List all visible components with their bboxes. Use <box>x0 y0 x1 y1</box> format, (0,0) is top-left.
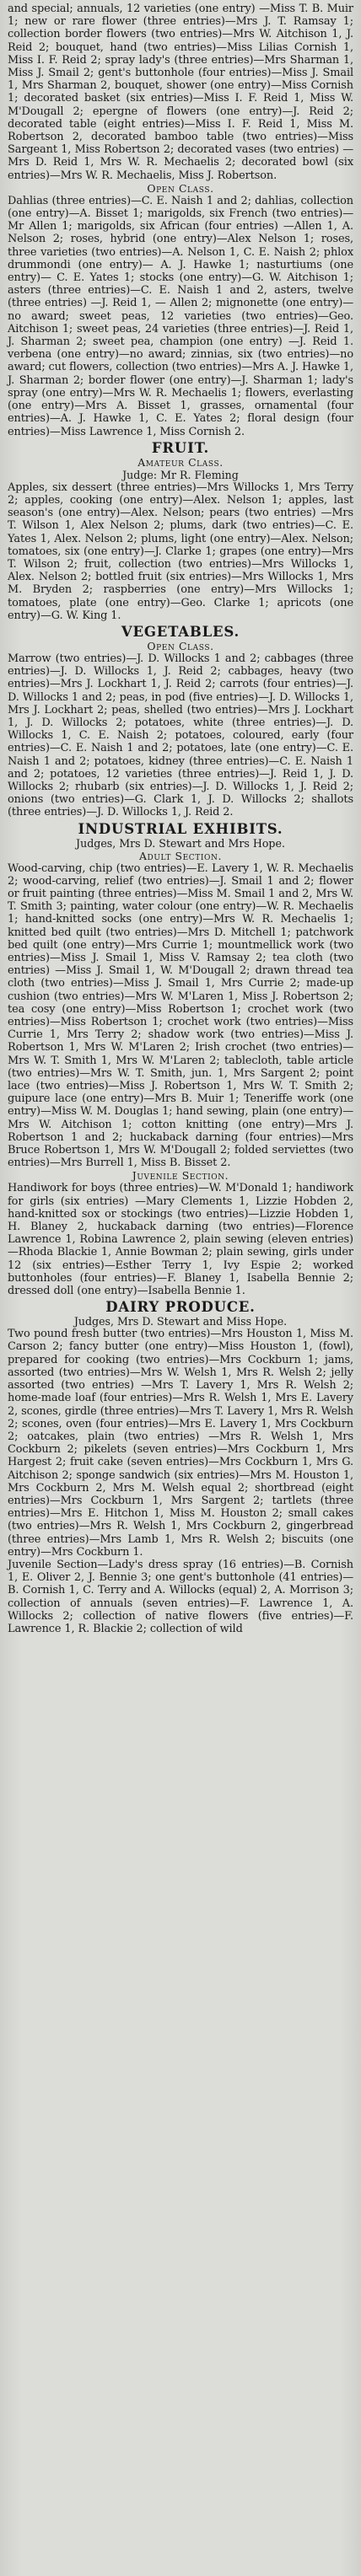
section-subheading-amateur-class: Amateur Class. <box>137 455 224 469</box>
section-subheading-open-class-vegetables: Open Class. <box>147 639 214 652</box>
juvenile-flowers-paragraph: Juvenile Section—Lady's dress spray (16 entries)—B. Cornish 1, E. Oliver 2, J. Bennie 3; one gent's buttonhole (41 entries)—B. Cornish 1, C. Terry and A. Willocks (equal) 2, A. Morrison 3; collection of annuals (seven entries)—F. Lawrence 1, A. Willocks 2; collection of native flowers (five entries)—F. Lawrence 1, R. Blackie 2; collection of wild <box>8 1558 353 1635</box>
dairy-judges-line: Judges, Mrs D. Stewart and Miss Hope. <box>73 1315 288 1328</box>
section-heading-vegetables: VEGETABLES. <box>121 623 240 640</box>
flower-show-continuation-paragraph: and special; annuals, 12 varieties (one entry) —Miss T. B. Muir 1; new or rare flower (three entries)—Mrs J. T. Ramsay 1; collection border flowers (two entries)—Mrs W. Aitchison 1, J. Reid 2; bouquet, hand (two entries)—Miss Lilias Cornish 1, Miss I. F. Reid 2; spray lady's (three entries)—Mrs Sharman 1, Miss J. Smail 2; gent's buttonhole (four entries)—Miss J. Smail 1, Mrs Sharman 2, bouquet, shower (one entry)—Miss Cornish 1; decorated basket (six entries)—Miss I. F. Reid 1, Miss W. M'Dougall 2; epergne of flowers (one entry)—J. Reid 2; decorated table (eight entries)—Miss I. F. Reid 1, Miss M. Robertson 2, decorated bamboo table (two entries)—Miss Sargeant 1, Miss Robertson 2; decorated vases (two entries) —Mrs D. Reid 1, Mrs W. R. Mechaelis 2; decorated bowl (six entries)—Mrs W. R. Mechaelis, Miss J. Robertson. <box>8 3 353 182</box>
adult-section-results-paragraph: Wood-carving, chip (two entries)—E. Lavery 1, W. R. Mechaelis 2; wood-carving, relief (two entries)—J. Smail 1 and 2; flower or fruit painting (three entries)—Miss M. Smail 1 and 2, Mrs W. T. Smith 3; painting, water colour (one entry)—W. R. Mechaelis 1; hand-knitted socks (one entry)—Mrs W. R. Mechaelis 1; knitted bed quilt (two entries)—Mrs D. Mitchell 1; patchwork bed quilt (one entry)—Mrs Currie 1; mountmellick work (two entries)—Miss J. Smail 1, Miss V. Ramsay 2; tea cloth (two entries) —Miss J. Smail 1, W. M'Dougall 2; drawn thread tea cloth (two entries)—Miss J. Smail 1, Mrs Currie 2; made-up cushion (two entries)—Mrs W. M'Laren 1, Miss J. Robertson 2; tea cosy (one entry)—Miss Robertson 1; crochet work (two entries)—Miss Robertson 1; crochet work (two entries)—Miss Currie 1, Mrs Terry 2; shadow work (two entries)—Miss J. Robertson 1, Mrs W. M'Laren 2; Irish crochet (two entries)—Mrs W. T. Smith 1, Mrs W. M'Laren 2; tablecloth, table article (two entries)—Mrs W. T. Smith, jun. 1, Mrs Sargent 2; point lace (two entries)—Miss J. Robertson 1, Mrs W. T. Smith 2; guipure lace (one entry)—Mrs B. Muir 1; Teneriffe work (one entry)—Miss W. M. Douglas 1; hand sewing, plain (one entry)—Mrs W. Aitchison 1; cotton knitting (one entry)—Mrs J. Robertson 1 and 2; huckaback darning (four entries)—Mrs Bruce Robertson 1, Mrs W. M'Dougall 2; folded serviettes (two entries)—Mrs Burrell 1, Miss B. Bisset 2. <box>8 861 353 1170</box>
section-heading-industrial-exhibits: INDUSTRIAL EXHIBITS. <box>78 820 283 837</box>
section-subheading-open-class: Open Class. <box>147 181 214 195</box>
fruit-judge-line: Judge: Mr R. Fleming <box>122 468 239 481</box>
section-heading-fruit: FRUIT. <box>151 439 210 456</box>
section-subheading-juvenile-section: Juvenile Section. <box>132 1169 229 1183</box>
industrial-judges-line: Judges, Mrs D. Stewart and Mrs Hope. <box>76 836 285 850</box>
juvenile-handiwork-paragraph: Handiwork for boys (three entries)—W. M'Donald 1; handiwork for girls (six entries) —Mary Clements 1, Lizzie Hobden 2, hand-knitted sox or stockings (two entries)—Lizzie Hobden 1, H. Blaney 2, huckaback darning (two entries)—Florence Lawrence 1, Robina Lawrence 2, plain sewing (eleven entries)—Rhoda Blackie 1, Annie Bowman 2; plain sewing, girls under 12 (six entries)—Esther Terry 1, Ivy Espie 2; worked buttonholes (four entries)—F. Blaney 1, Isabella Bennie 2; dressed doll (one entry)—Isabella Bennie 1. <box>8 1182 353 1298</box>
fruit-results-paragraph: Apples, six dessert (three entries)—Mrs Willocks 1, Mrs Terry 2; apples, cooking (one entry)—Alex. Nelson 1; apples, last season's (one entry)—Alex. Nelson; pears (two entries) —Mrs T. Wilson 1, Alex Nelson 2; plums, dark (two entries)—C. E. Yates 1, Alex. Nelson 2; plums, light (one entry)—Alex. Nelson; tomatoes, six (one entry)—J. Clarke 1; grapes (one entry)—Mrs T. Wilson 2; fruit, collection (two entries)—Mrs Willocks 1, Alex. Nelson 2; bottled fruit (six entries)—Mrs Willocks 1, Mrs M. Bryden 2; raspberries (one entry)—Mrs Willocks 1; tomatoes, plate (one entry)—Geo. Clarke 1; apricots (one entry)—G. W. King 1. <box>8 480 353 622</box>
section-subheading-adult-section: Adult Section. <box>138 849 223 862</box>
section-heading-dairy-produce: DAIRY PRODUCE. <box>105 1299 256 1316</box>
open-class-flowers-paragraph: Dahlias (three entries)—C. E. Naish 1 and 2; dahlias, collection (one entry)—A. Bisset 1; marigolds, six French (two entries)—Mr Allen 1; marigolds, six African (four entries) —Allen 1, A. Nelson 2; roses, hybrid (one entry)—Alex Nelson 1; roses, three varieties (two entries)—A. Nelson 1, C. E. Naish 2; phlox drummondi (one entry)— A. J. Hawke 1; nasturtiums (one entry)— C. E. Yates 1; stocks (one entry)—G. W. Aitchison 1; asters (three entries)—C. E. Naish 1 and 2, asters, twelve (three entries) —J. Reid 1, — Allen 2; mignonette (one entry)—no award; sweet peas, 12 varieties (two entries)—Geo. Aitchison 1; sweet peas, 24 varieties (three entries)—J. Reid 1, J. Sharman 2; sweet pea, champion (one entry) —J. Reid 1. verbena (one entry)—no award; zinnias, six (two entries)—no award; cut flowers, collection (two entries)—Mrs A. J. Hawke 1, J. Sharman 2; border flower (one entry)—J. Sharman 1; lady's spray (one entry)—Mrs W. R. Mechaelis 1; flowers, everlasting (one entry)—Mrs A. Bisset 1, grasses, ornamental (four entries)—A. J. Hawke 1, C. E. Yates 2; floral design (four entries)—Miss Lawrence 1, Miss Cornish 2. <box>8 194 353 438</box>
dairy-results-paragraph: Two pound fresh butter (two entries)—Mrs Houston 1, Miss M. Carson 2; fancy butter (one entry)—Miss Houston 1, (fowl), prepared for cooking (two entries)—Mrs Cockburn 1; jams, assorted (two entries)—Mrs W. Welsh 1, Mrs R. Welsh 2; jelly assorted (two entries) —Mrs T. Lavery 1, Mrs R. Welsh 2; home-made loaf (four entries)—Mrs R. Welsh 1, Mrs E. Lavery 2, scones, girdle (three entries)—Mrs T. Lavery 1, Mrs R. Welsh 2; scones, oven (four entries)—Mrs E. Lavery 1, Mrs Cockburn 2; oatcakes, plain (two entries) —Mrs R. Welsh 1, Mrs Cockburn 2; pikelets (seven entries)—Mrs Cockburn 1, Mrs Hargest 2; fruit cake (seven entries)—Mrs Cockburn 1, Mrs G. Aitchison 2; sponge sandwich (six entries)—Mrs M. Houston 1, Mrs Cockburn 2, Mrs M. Welsh equal 2; shortbread (eight entries)—Mrs Cockburn 1, Mrs Sargent 2; tartlets (three entries)—Mrs E. Hitchon 1, Miss M. Houston 2; small cakes (two entries)—Mrs R. Welsh 1, Mrs Cockburn 2, gingerbread (three entries)—Mrs Lamb 1, Mrs R. Welsh 2; biscuits (one entry)—Mrs Cockburn 1. <box>8 1328 353 1559</box>
vegetables-results-paragraph: Marrow (two entries)—J. D. Willocks 1 and 2; cabbages (three entries)—J. D. Willocks 1, J. Reid 2; cabbages, heavy (two entries)—Mrs J. Lockhart 1, J. Reid 2; carrots (four entries)—J. D. Willocks 1 and 2; peas, in pod (five entries)—J. D. Willocks 1, Mrs J. Lockhart 2; peas, shelled (two entries)—Mrs J. Lockhart 1, J. D. Willocks 2; potatoes, white (three entries)—J. D. Willocks 1, C. E. Naish 2; potatoes, coloured, early (four entries)—C. E. Naish 1 and 2; potatoes, late (one entry)—C. E. Naish 1 and 2; potatoes, kidney (three entries)—C. E. Naish 1 and 2; potatoes, 12 varieties (three entries)—J. Reid 1, J. D. Willocks 2; rhubarb (six entries)—J. D. Willocks 1, J. Reid 2; onions (two entries)—G. Clark 1, J. D. Willocks 2; shallots (three entries)—J. D. Willocks 1, J. Reid 2. <box>8 652 353 819</box>
